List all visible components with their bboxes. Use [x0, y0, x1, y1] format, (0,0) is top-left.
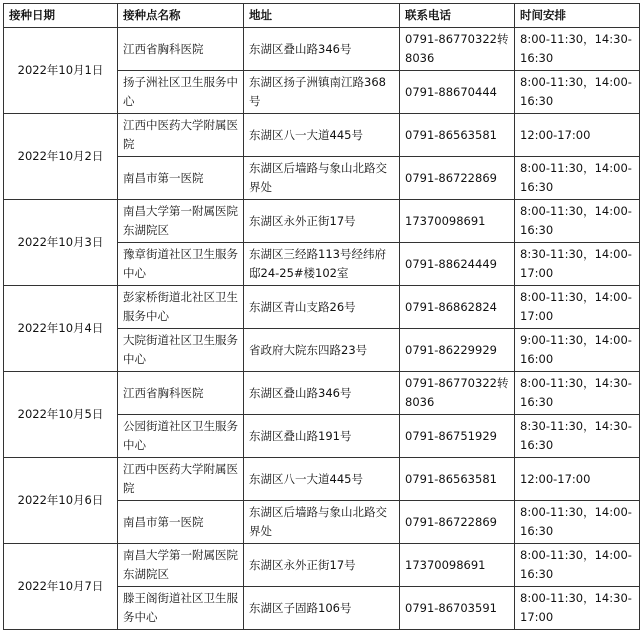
site-address: 东湖区后墙路与象山北路交界处: [244, 157, 400, 200]
vaccination-date: 2022年10月5日: [4, 372, 118, 458]
site-phone: 0791-86770322转8036: [400, 372, 515, 415]
header-date: 接种日期: [4, 4, 118, 28]
site-address: 东湖区八一大道445号: [244, 114, 400, 157]
site-name: 南昌大学第一附属医院东湖院区: [118, 544, 244, 587]
site-hours: 8:00-11:30，14:30-17:00: [515, 587, 640, 630]
site-hours: 8:30-11:30，14:00-17:00: [515, 243, 640, 286]
site-hours: 8:00-11:30，14:00-16:30: [515, 200, 640, 243]
site-address: 东湖区叠山路191号: [244, 415, 400, 458]
table-row: [4, 28, 640, 71]
site-name: 彭家桥街道北社区卫生服务中心: [118, 286, 244, 329]
site-address: 东湖区永外正街17号: [244, 200, 400, 243]
vaccination-date: 2022年10月7日: [4, 544, 118, 630]
site-hours: 8:00-11:30，14:30-16:30: [515, 372, 640, 415]
header-phone: 联系电话: [400, 4, 515, 28]
site-name: 滕王阁街道社区卫生服务中心: [118, 587, 244, 630]
header-time: 时间安排: [515, 4, 640, 28]
site-address: 东湖区青山支路26号: [244, 286, 400, 329]
vaccination-date: 2022年10月1日: [4, 28, 118, 114]
site-address: 省政府大院东四路23号: [244, 329, 400, 372]
site-name: 江西省胸科医院: [118, 28, 244, 71]
site-phone: 17370098691: [400, 200, 515, 243]
table-header-row: [4, 4, 640, 28]
site-name: 豫章街道社区卫生服务中心: [118, 243, 244, 286]
site-name: 南昌市第一医院: [118, 501, 244, 544]
site-name: 江西中医药大学附属医院: [118, 114, 244, 157]
site-name: 南昌大学第一附属医院东湖院区: [118, 200, 244, 243]
site-hours: 12:00-17:00: [515, 114, 640, 157]
site-phone: 0791-86703591: [400, 587, 515, 630]
site-phone: 17370098691: [400, 544, 515, 587]
site-address: 东湖区扬子洲镇南江路368号: [244, 71, 400, 114]
table-row: [4, 372, 640, 415]
site-phone: 0791-86563581: [400, 458, 515, 501]
vaccination-date: 2022年10月2日: [4, 114, 118, 200]
site-hours: 8:30-11:30，14:30-16:30: [515, 415, 640, 458]
site-address: 东湖区叠山路346号: [244, 28, 400, 71]
header-site: 接种点名称: [118, 4, 244, 28]
header-address: 地址: [244, 4, 400, 28]
site-hours: 12:00-17:00: [515, 458, 640, 501]
vaccination-date: 2022年10月3日: [4, 200, 118, 286]
table-row: [4, 114, 640, 157]
site-hours: 8:00-11:30，14:00-16:30: [515, 544, 640, 587]
site-hours: 8:00-11:30，14:00-16:30: [515, 71, 640, 114]
site-phone: 0791-86563581: [400, 114, 515, 157]
table-row: [4, 286, 640, 329]
site-hours: 8:00-11:30，14:00-17:00: [515, 286, 640, 329]
site-address: 东湖区永外正街17号: [244, 544, 400, 587]
site-address: 东湖区叠山路346号: [244, 372, 400, 415]
site-hours: 9:00-11:30，14:00-16:00: [515, 329, 640, 372]
site-phone: 0791-88624449: [400, 243, 515, 286]
site-name: 大院街道社区卫生服务中心: [118, 329, 244, 372]
site-name: 江西中医药大学附属医院: [118, 458, 244, 501]
table-row: [4, 200, 640, 243]
site-phone: 0791-86751929: [400, 415, 515, 458]
table-row: [4, 544, 640, 587]
site-address: 东湖区子固路106号: [244, 587, 400, 630]
site-phone: 0791-88670444: [400, 71, 515, 114]
site-name: 江西省胸科医院: [118, 372, 244, 415]
site-hours: 8:00-11:30，14:30-16:30: [515, 28, 640, 71]
site-phone: 0791-86862824: [400, 286, 515, 329]
site-phone: 0791-86770322转8036: [400, 28, 515, 71]
site-phone: 0791-86722869: [400, 157, 515, 200]
site-name: 南昌市第一医院: [118, 157, 244, 200]
site-hours: 8:00-11:30，14:00-16:30: [515, 501, 640, 544]
table-row: [4, 458, 640, 501]
site-address: 东湖区后墙路与象山北路交界处: [244, 501, 400, 544]
site-phone: 0791-86722869: [400, 501, 515, 544]
site-name: 公园街道社区卫生服务中心: [118, 415, 244, 458]
site-address: 东湖区八一大道445号: [244, 458, 400, 501]
vaccination-date: 2022年10月4日: [4, 286, 118, 372]
site-address: 东湖区三经路113号经纬府邸24-25#楼102室: [244, 243, 400, 286]
site-phone: 0791-86229929: [400, 329, 515, 372]
site-name: 扬子洲社区卫生服务中心: [118, 71, 244, 114]
vaccination-schedule-table: [3, 3, 640, 630]
vaccination-date: 2022年10月6日: [4, 458, 118, 544]
site-hours: 8:00-11:30，14:00-16:30: [515, 157, 640, 200]
